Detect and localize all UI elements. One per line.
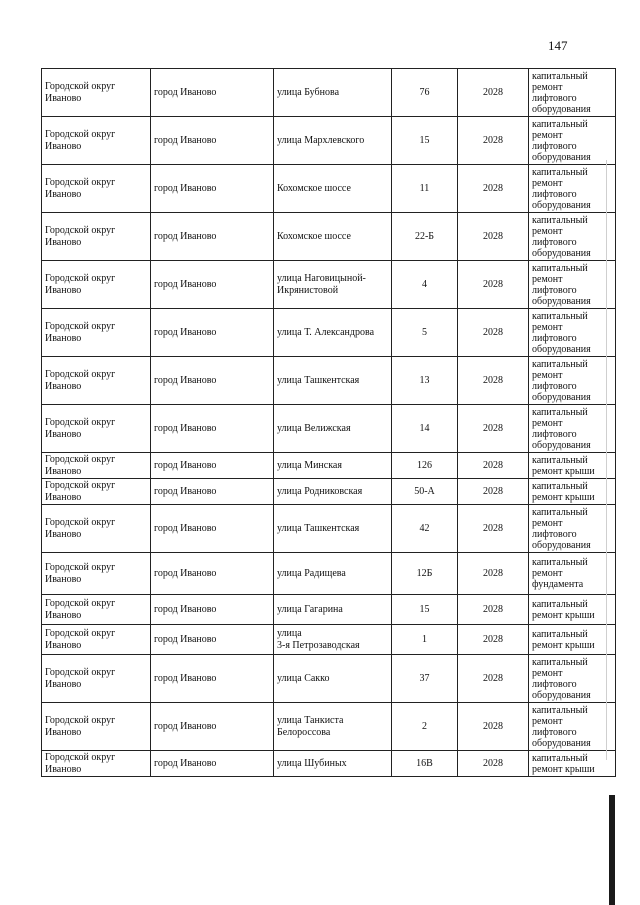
- year-cell: 2028: [458, 655, 529, 703]
- work-type-cell-line: лифтового: [532, 726, 577, 738]
- year-cell: 2028: [458, 595, 529, 625]
- street-cell: [274, 309, 392, 357]
- year-cell: 2028: [458, 117, 529, 165]
- work-type-cell-line: капитальный: [532, 506, 588, 518]
- street-cell: [274, 261, 392, 309]
- city-cell: город Иваново: [151, 261, 274, 309]
- municipality-cell-line: Иваново: [45, 609, 82, 621]
- municipality-cell-line: Городской округ: [45, 321, 116, 332]
- work-type-cell-line: оборудования: [532, 103, 591, 115]
- year-cell: 2028: [458, 505, 529, 553]
- municipality-cell-line: Городской округ: [45, 454, 116, 465]
- work-type-cell-line: оборудования: [532, 343, 591, 355]
- street-cell: [274, 505, 392, 553]
- work-type-cell-line: ремонт: [532, 129, 563, 141]
- work-type-cell: [529, 479, 616, 505]
- year-cell: 2028: [458, 553, 529, 595]
- work-type-cell-line: капитальный: [532, 598, 588, 610]
- municipality-cell: [42, 453, 151, 479]
- street-cell-line: улица Танкиста: [277, 715, 344, 726]
- work-type-cell-line: оборудования: [532, 737, 591, 749]
- work-type-cell-line: ремонт: [532, 369, 563, 381]
- table-row: [42, 655, 616, 703]
- year-cell: 2028: [458, 213, 529, 261]
- work-type-cell-line: капитальный: [532, 166, 588, 178]
- municipality-cell-line: Иваново: [45, 92, 82, 104]
- street-cell-line: улица Мархлевского: [277, 134, 365, 146]
- city-cell: город Иваново: [151, 595, 274, 625]
- work-type-cell-line: ремонт: [532, 177, 563, 189]
- street-cell: [274, 165, 392, 213]
- table-row: [42, 309, 616, 357]
- house-number-cell: 22-Б: [392, 213, 458, 261]
- municipality-cell: [42, 69, 151, 117]
- table-row: [42, 553, 616, 595]
- street-cell-line: Кохомское шоссе: [277, 230, 351, 242]
- work-type-cell-line: оборудования: [532, 295, 591, 307]
- city-cell: город Иваново: [151, 655, 274, 703]
- work-type-cell: [529, 165, 616, 213]
- street-cell: [274, 655, 392, 703]
- table-row: [42, 213, 616, 261]
- work-type-cell-line: ремонт: [532, 81, 563, 93]
- work-type-cell: [529, 309, 616, 357]
- work-type-cell: [529, 703, 616, 751]
- street-cell-line: улица Радищева: [277, 567, 346, 579]
- street-cell-line: улица Т. Александрова: [277, 326, 375, 338]
- work-type-cell-line: капитальный: [532, 406, 588, 418]
- work-type-cell-line: лифтового: [532, 236, 577, 248]
- work-type-cell-line: оборудования: [532, 439, 591, 451]
- municipality-cell-line: Иваново: [45, 236, 82, 248]
- work-type-cell-line: капитальный: [532, 628, 588, 640]
- municipality-cell-line: Городской округ: [45, 369, 116, 380]
- work-type-cell-line: ремонт: [532, 715, 563, 727]
- street-cell: [274, 553, 392, 595]
- table-row: [42, 357, 616, 405]
- work-type-cell-line: лифтового: [532, 332, 577, 344]
- work-type-cell-line: оборудования: [532, 689, 591, 701]
- house-number-cell: 13: [392, 357, 458, 405]
- house-number-cell: 2: [392, 703, 458, 751]
- street-cell-line: улица Велижская: [277, 422, 351, 434]
- work-type-cell-line: капитальный: [532, 656, 588, 668]
- street-cell-line: Икрянистовой: [277, 284, 339, 296]
- street-cell: [274, 357, 392, 405]
- municipality-cell-line: Иваново: [45, 465, 82, 477]
- work-type-cell-line: капитальный: [532, 262, 588, 274]
- municipality-cell-line: Городской округ: [45, 129, 116, 140]
- city-cell: город Иваново: [151, 117, 274, 165]
- municipality-cell: [42, 309, 151, 357]
- work-type-cell-line: капитальный: [532, 310, 588, 322]
- municipality-cell-line: Иваново: [45, 491, 82, 503]
- street-cell: [274, 117, 392, 165]
- municipality-cell-line: Иваново: [45, 678, 82, 690]
- work-type-cell: [529, 751, 616, 777]
- city-cell: город Иваново: [151, 625, 274, 655]
- municipality-cell: [42, 595, 151, 625]
- house-number-cell: 50-А: [392, 479, 458, 505]
- street-cell: [274, 625, 392, 655]
- work-type-cell: [529, 261, 616, 309]
- municipality-cell-line: Городской округ: [45, 752, 116, 763]
- year-cell: 2028: [458, 69, 529, 117]
- municipality-cell: [42, 165, 151, 213]
- work-type-cell-line: ремонт крыши: [532, 491, 595, 503]
- year-cell: 2028: [458, 309, 529, 357]
- municipality-cell: [42, 117, 151, 165]
- street-cell: [274, 479, 392, 505]
- year-cell: 2028: [458, 703, 529, 751]
- municipality-cell: [42, 751, 151, 777]
- municipality-cell-line: Иваново: [45, 726, 82, 738]
- work-type-cell-line: оборудования: [532, 247, 591, 259]
- scan-edge-line: [606, 160, 607, 760]
- municipality-cell-line: Городской округ: [45, 562, 116, 573]
- municipality-cell-line: Городской округ: [45, 715, 116, 726]
- municipality-cell-line: Городской округ: [45, 417, 116, 428]
- street-cell-line: улица Гагарина: [277, 603, 343, 615]
- house-number-cell: 37: [392, 655, 458, 703]
- city-cell: город Иваново: [151, 553, 274, 595]
- year-cell: 2028: [458, 405, 529, 453]
- municipality-cell-line: Иваново: [45, 380, 82, 392]
- table-row: [42, 69, 616, 117]
- municipality-cell-line: Иваново: [45, 639, 82, 651]
- street-cell-line: улица: [277, 628, 302, 639]
- work-type-cell-line: ремонт: [532, 517, 563, 529]
- municipality-cell-line: Городской округ: [45, 273, 116, 284]
- work-type-cell-line: оборудования: [532, 539, 591, 551]
- work-type-cell-line: капитальный: [532, 454, 588, 466]
- street-cell: [274, 69, 392, 117]
- work-type-cell-line: оборудования: [532, 391, 591, 403]
- work-type-cell-line: лифтового: [532, 678, 577, 690]
- street-cell: [274, 453, 392, 479]
- municipality-cell-line: Городской округ: [45, 81, 116, 92]
- house-number-cell: 1: [392, 625, 458, 655]
- city-cell: город Иваново: [151, 479, 274, 505]
- municipality-cell-line: Иваново: [45, 140, 82, 152]
- house-number-cell: 42: [392, 505, 458, 553]
- work-type-cell-line: оборудования: [532, 151, 591, 163]
- street-cell-line: Белороссова: [277, 726, 331, 738]
- work-type-cell-line: лифтового: [532, 380, 577, 392]
- city-cell: город Иваново: [151, 505, 274, 553]
- city-cell: город Иваново: [151, 69, 274, 117]
- municipality-cell: [42, 505, 151, 553]
- table-row: [42, 479, 616, 505]
- year-cell: 2028: [458, 453, 529, 479]
- work-type-cell-line: ремонт крыши: [532, 465, 595, 477]
- work-type-cell-line: ремонт: [532, 225, 563, 237]
- house-number-cell: 126: [392, 453, 458, 479]
- table-row: [42, 703, 616, 751]
- work-type-cell-line: лифтового: [532, 284, 577, 296]
- work-type-cell-line: капитальный: [532, 70, 588, 82]
- work-type-cell-line: ремонт крыши: [532, 609, 595, 621]
- municipality-cell-line: Иваново: [45, 763, 82, 775]
- street-cell-line: улица Родниковская: [277, 485, 363, 497]
- city-cell: город Иваново: [151, 213, 274, 261]
- street-cell: [274, 703, 392, 751]
- work-type-cell: [529, 453, 616, 479]
- work-type-cell: [529, 625, 616, 655]
- city-cell: город Иваново: [151, 165, 274, 213]
- work-type-cell-line: ремонт: [532, 568, 563, 579]
- work-type-cell-line: лифтового: [532, 428, 577, 440]
- municipality-cell: [42, 479, 151, 505]
- street-cell: [274, 213, 392, 261]
- street-cell-line: улица Наговицыной-: [277, 273, 366, 284]
- work-type-cell-line: ремонт: [532, 417, 563, 429]
- work-type-cell: [529, 117, 616, 165]
- work-type-cell-line: капитальный: [532, 214, 588, 226]
- street-cell: [274, 595, 392, 625]
- year-cell: 2028: [458, 165, 529, 213]
- year-cell: 2028: [458, 625, 529, 655]
- house-number-cell: 12Б: [392, 553, 458, 595]
- work-type-cell: [529, 595, 616, 625]
- work-type-cell-line: лифтового: [532, 188, 577, 200]
- municipality-cell: [42, 625, 151, 655]
- street-cell: [274, 405, 392, 453]
- work-type-cell-line: ремонт крыши: [532, 763, 595, 775]
- city-cell: город Иваново: [151, 703, 274, 751]
- table-row: [42, 751, 616, 777]
- table-row: [42, 165, 616, 213]
- municipality-cell: [42, 655, 151, 703]
- house-number-cell: 5: [392, 309, 458, 357]
- work-type-cell: [529, 69, 616, 117]
- street-cell-line: улица Ташкентская: [277, 374, 360, 386]
- work-type-cell-line: лифтового: [532, 92, 577, 104]
- municipality-cell: [42, 703, 151, 751]
- municipality-cell-line: Городской округ: [45, 480, 116, 491]
- work-type-cell: [529, 357, 616, 405]
- street-cell-line: улица Бубнова: [277, 86, 340, 98]
- municipality-cell-line: Городской округ: [45, 667, 116, 678]
- table-row: [42, 505, 616, 553]
- house-number-cell: 15: [392, 117, 458, 165]
- street-cell-line: улица Сакко: [277, 672, 330, 684]
- house-number-cell: 76: [392, 69, 458, 117]
- work-type-cell-line: фундамента: [532, 579, 584, 590]
- work-type-cell: [529, 655, 616, 703]
- municipality-cell-line: Городской округ: [45, 177, 116, 188]
- street-cell-line: 3-я Петрозаводская: [277, 639, 360, 651]
- house-number-cell: 15: [392, 595, 458, 625]
- street-cell-line: улица Ташкентская: [277, 522, 360, 534]
- municipality-cell: [42, 405, 151, 453]
- house-number-cell: 4: [392, 261, 458, 309]
- municipality-cell-line: Городской округ: [45, 628, 116, 639]
- street-cell-line: улица Шубиных: [277, 757, 347, 769]
- work-type-cell-line: капитальный: [532, 118, 588, 130]
- municipality-cell-line: Иваново: [45, 188, 82, 200]
- work-type-cell-line: капитальный: [532, 752, 588, 764]
- table-row: [42, 405, 616, 453]
- work-type-cell: [529, 405, 616, 453]
- street-cell: [274, 751, 392, 777]
- municipality-cell-line: Иваново: [45, 332, 82, 344]
- table-row: [42, 625, 616, 655]
- city-cell: город Иваново: [151, 453, 274, 479]
- work-type-cell: [529, 505, 616, 553]
- table-row: [42, 453, 616, 479]
- municipality-cell: [42, 357, 151, 405]
- work-type-cell-line: лифтового: [532, 140, 577, 152]
- house-number-cell: 16В: [392, 751, 458, 777]
- scan-edge-mark: [609, 795, 615, 905]
- year-cell: 2028: [458, 261, 529, 309]
- work-type-cell-line: капитальный: [532, 557, 588, 568]
- table-row: [42, 595, 616, 625]
- city-cell: город Иваново: [151, 405, 274, 453]
- table-row: [42, 117, 616, 165]
- repair-schedule-table: [41, 68, 616, 777]
- year-cell: 2028: [458, 751, 529, 777]
- city-cell: город Иваново: [151, 309, 274, 357]
- municipality-cell: [42, 261, 151, 309]
- street-cell-line: Кохомское шоссе: [277, 182, 351, 194]
- city-cell: город Иваново: [151, 751, 274, 777]
- municipality-cell-line: Иваново: [45, 284, 82, 296]
- work-type-cell-line: ремонт: [532, 321, 563, 333]
- work-type-cell-line: лифтового: [532, 528, 577, 540]
- work-type-cell-line: капитальный: [532, 480, 588, 492]
- municipality-cell-line: Городской округ: [45, 517, 116, 528]
- work-type-cell: [529, 553, 616, 595]
- municipality-cell-line: Городской округ: [45, 225, 116, 236]
- house-number-cell: 14: [392, 405, 458, 453]
- municipality-cell-line: Иваново: [45, 573, 82, 585]
- work-type-cell-line: оборудования: [532, 199, 591, 211]
- municipality-cell-line: Городской округ: [45, 598, 116, 609]
- work-type-cell-line: капитальный: [532, 704, 588, 716]
- work-type-cell-line: ремонт: [532, 667, 563, 679]
- municipality-cell-line: Иваново: [45, 528, 82, 540]
- work-type-cell-line: ремонт крыши: [532, 639, 595, 651]
- table-row: [42, 261, 616, 309]
- year-cell: 2028: [458, 357, 529, 405]
- street-cell-line: улица Минская: [277, 459, 342, 471]
- municipality-cell: [42, 213, 151, 261]
- municipality-cell: [42, 553, 151, 595]
- house-number-cell: 11: [392, 165, 458, 213]
- city-cell: город Иваново: [151, 357, 274, 405]
- year-cell: 2028: [458, 479, 529, 505]
- page-number: 147: [548, 38, 568, 53]
- municipality-cell-line: Иваново: [45, 428, 82, 440]
- work-type-cell: [529, 213, 616, 261]
- work-type-cell-line: ремонт: [532, 273, 563, 285]
- work-type-cell-line: капитальный: [532, 358, 588, 370]
